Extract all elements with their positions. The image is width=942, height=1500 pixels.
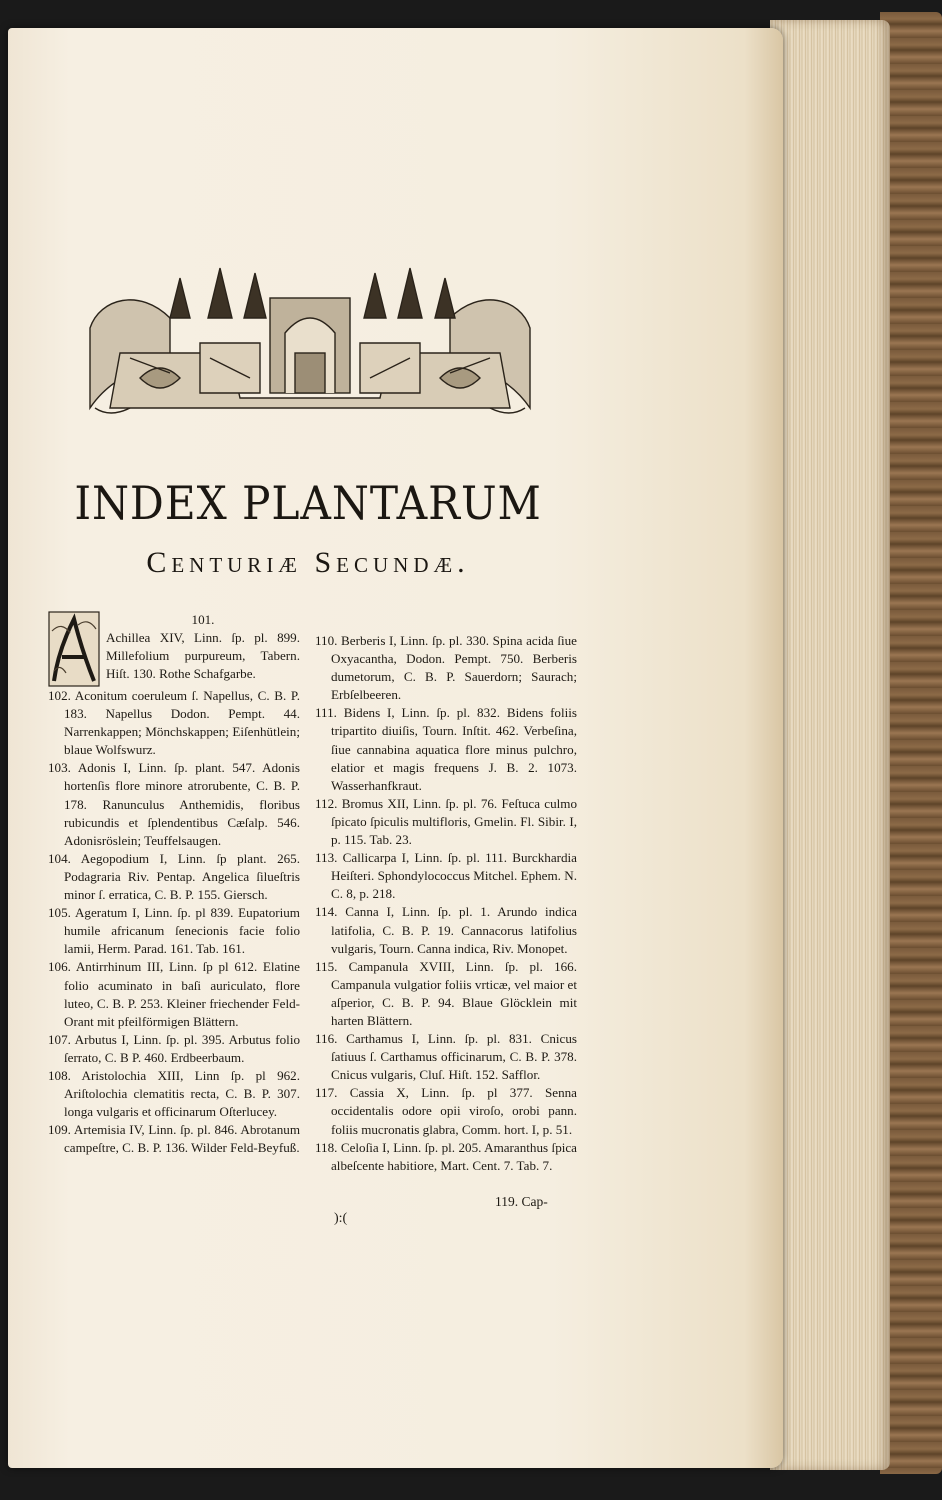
entry-104: 104. Aegopodium I, Linn. ſp plant. 265. Podagraria Riv. Pentap. Angelica ſilueſtris minor ſ. erratica, C. B. P. 155. Giersch. xyxy=(48,850,300,903)
entry-number-101: 101. xyxy=(191,612,215,627)
entry-108: 108. Aristolochia XIII, Linn ſp. pl 962. Ariſtolochia clematitis recta, C. B. P. 307. longa vulgaris et officinarum Oſterlucey. xyxy=(48,1067,300,1120)
entry-117: 117. Cassia X, Linn. ſp. pl 377. Senna occidentalis odore opii viroſo, orobi pann. foliis mucronatis glabra, Comm. hort. I, p. 51. xyxy=(315,1085,577,1137)
entry-112: 112. Bromus XII, Linn. ſp. pl. 76. Feſtuca culmo ſpicato ſpiculis multifloris, Gmelin. Fl. Sibir. I, p. 115. Tab. 23. xyxy=(315,795,577,848)
entry-113: 113. Callicarpa I, Linn. ſp. pl. 111. Burckhardia Heiſteri. Sphondylococcus Mitchel. Ephem. N. C. 8, p. 218. xyxy=(315,850,577,902)
entry-116: 116. Carthamus I, Linn. ſp. pl. 831. Cnicus ſatiuus ſ. Carthamus officinarum, C. B. P. 378. Cnicus vulgaris, Cluſ. Hiſt. 152. Safflor. xyxy=(315,1031,577,1083)
right-column xyxy=(315,632,577,1175)
entry-107: 107. Arbutus I, Linn. ſp. pl. 395. Arbutus folio ſerrato, C. B P. 460. Erdbeerbaum. xyxy=(48,1031,300,1065)
entry-106: 106. Antirrhinum III, Linn. ſp pl 612. Elatine folio acuminato in baſi auriculato, flore luteo, C. B. P. 253. Kleiner friechender Feld-Orant mit pfeilförmigen Blättern. xyxy=(48,959,300,1029)
entry-118: 118. Celoſia I, Linn. ſp. pl. 205. Amaranthus ſpica albeſcente habitiore, Mart. Cent. 7. Tab. 7. xyxy=(315,1139,577,1173)
entry-105: 105. Ageratum I, Linn. ſp. pl 839. Eupatorium humile africanum ſenecionis facie folio lamii, Herm. Parad. 161. Tab. 161. xyxy=(48,905,300,957)
left-column xyxy=(48,611,300,1157)
catchword: 119. Cap- xyxy=(495,1194,548,1209)
entry-102: 102. Aconitum coeruleum ſ. Napellus, C. B. P. 183. Napellus Dodon. Pempt. 44. Narrenkappen; Mönchskappen; Eiſenhütlein; blaue Wolfswurz. xyxy=(48,688,300,758)
page-subtitle: Centuriæ Secundæ. xyxy=(146,546,470,579)
garden-vignette-ornament xyxy=(80,258,540,418)
entry-110: 110. Berberis I, Linn. ſp. pl. 330. Spina acida ſiue Oxyacantha, Dodon. Pempt. 750. Berberis dumetorum, C. B. P. Sauerdorn; Saurach; Erbſelbeeren. xyxy=(315,633,577,703)
signature-mark: ):( xyxy=(334,1211,348,1226)
entry-103: 103. Adonis I, Linn. ſp. plant. 547. Adonis hortenſis flore minore atrorubente, C. B. P. 178. Ranunculus Anthemidis, floribus rubicundis et ſplendentibus Cæſalp. 546. Adonisröslein; Teuffelsaugen. xyxy=(48,760,300,848)
page xyxy=(8,28,783,1468)
entry-109: 109. Artemisia IV, Linn. ſp. pl. 846. Abrotanum campeſtre, C. B. P. 136. Wilder Feld-Beyfuß. xyxy=(48,1122,300,1156)
page-edges xyxy=(770,20,890,1470)
entry-111: 111. Bidens I, Linn. ſp. pl. 832. Bidens foliis tripartito diuiſis, Tourn. Inſtit. 462. Verbeſina, ſiue cannabina aquatica flore minus pulchro, elatior et magis frequens J. B. 2. 1073. Wasserhanfkraut. xyxy=(315,705,577,793)
entry-115: 115. Campanula XVIII, Linn. ſp. pl. 166. Campanula vulgatior foliis vrticæ, vel maior et aſperior, C. B. P. 94. Blaue Glöcklein mit harten Blättern. xyxy=(315,958,577,1028)
page-title: INDEX PLANTARUM xyxy=(74,476,542,530)
entry-101: Achillea XIV, Linn. ſp. pl. 899. Millefolium purpureum, Tabern. Hiſt. 130. Rothe Schafgarbe. xyxy=(106,630,300,682)
decorated-initial-a xyxy=(48,611,100,687)
entry-114: 114. Canna I, Linn. ſp. pl. 1. Arundo indica latifolia, C. B. P. 19. Cannacorus latifolius vulgaris, Tourn. Canna indica, Riv. Monopet. xyxy=(315,904,577,956)
